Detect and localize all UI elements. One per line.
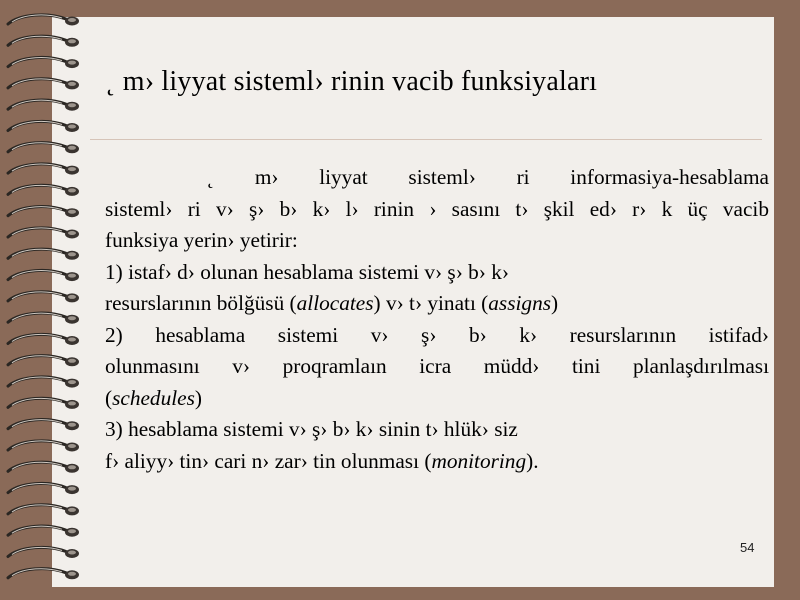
body-line-9: 3) hesablama sistemi v› ş› b› k› sinin t› hlük› siz: [105, 417, 518, 441]
body-line-3: funksiya yerin› yetirir:: [105, 228, 298, 252]
body-line-7: olunmasını v› proqramlaın icra müdd› tini planlaşdırılması: [105, 354, 769, 378]
body-line-10: f› aliyy› tin› cari n› zar› tin olunması (monitoring).: [105, 448, 539, 473]
body-line-4: 1) istaf› d› olunan hesablama sistemi v› ş› b› k›: [105, 259, 509, 284]
slide-title: ˛ m› liyyat sisteml› rinin vacib funksiyaları: [106, 66, 598, 97]
body-line-8: (schedules): [105, 385, 202, 410]
body-line-6: 2) hesablama sistemi v› ş› b› k› resurslarının istifad›: [105, 322, 769, 347]
body-line-2: sisteml› ri v› ş› b› k› l› rinin › sasını t› şkil ed› r› k üç vacib: [105, 196, 769, 221]
body-line-5: resurslarının bölğüsü (allocates) v› t› yinatı (assigns): [105, 291, 559, 315]
page-number: 54: [740, 540, 755, 555]
slide-body: [105, 162, 769, 477]
body-line-1: ˛ m› liyyat sisteml› ri informasiya-hesablama: [207, 165, 769, 189]
title-divider: [90, 139, 762, 140]
